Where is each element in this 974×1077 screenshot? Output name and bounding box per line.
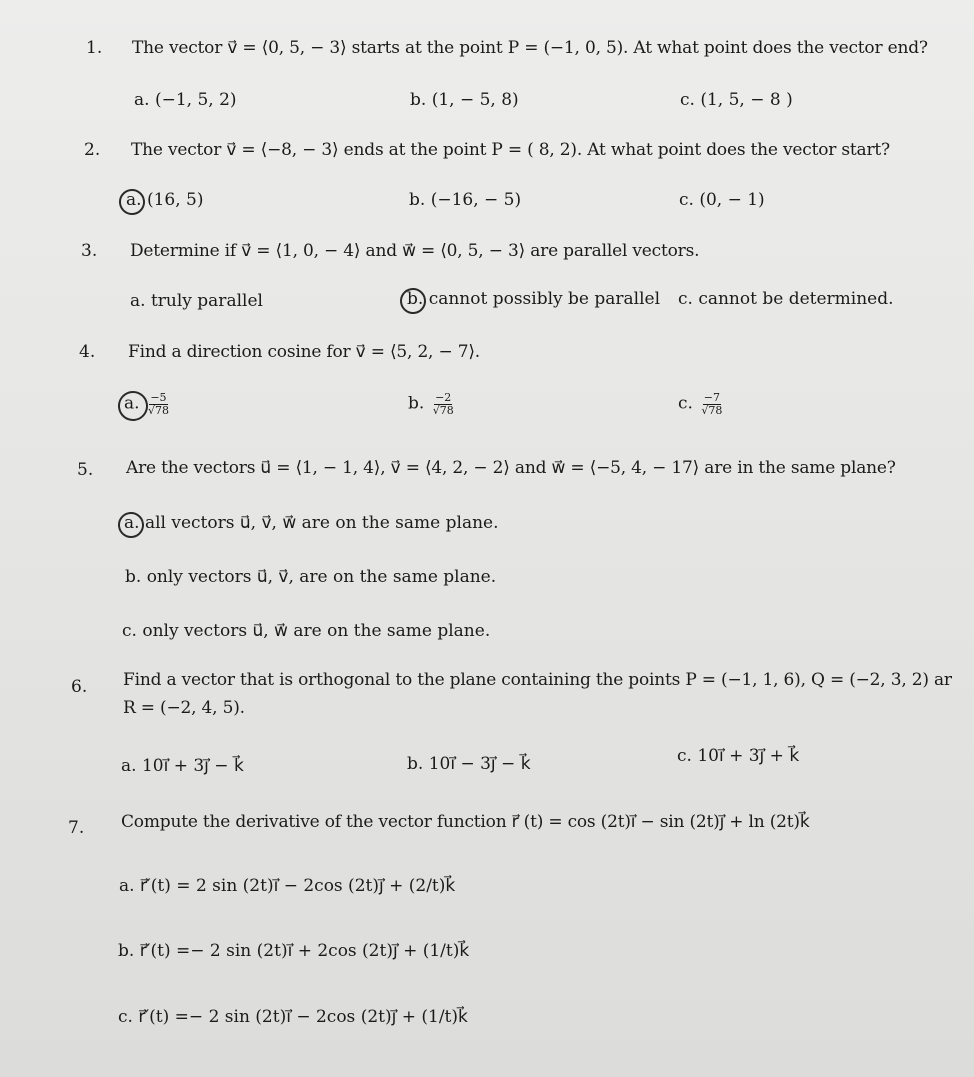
- option-c[interactable]: c. only vectors u⃗, w⃗ are on the same plane.: [122, 621, 491, 641]
- option-a[interactable]: [124, 392, 170, 416]
- option-a[interactable]: a. truly parallel: [130, 291, 263, 311]
- denominator: √78: [147, 403, 169, 417]
- question-text: The vector v⃗ = ⟨−8, − 3⟩ ends at the point P = ( 8, 2). At what point does the vector start?: [131, 140, 890, 160]
- fraction: [432, 392, 455, 416]
- question-text: Find a direction cosine for v⃗ = ⟨5, 2, − 7⟩.: [128, 342, 480, 362]
- question-text: The vector v⃗ = ⟨0, 5, − 3⟩ starts at the point P = (−1, 0, 5). At what point does the vector end?: [132, 38, 928, 58]
- question-number: 6.: [71, 677, 88, 697]
- fraction: [700, 392, 723, 416]
- question-text: Are the vectors u⃗ = ⟨1, − 1, 4⟩, v⃗ = ⟨4, 2, − 2⟩ and w⃗ = ⟨−5, 4, − 17⟩ are in the same plane?: [126, 458, 896, 478]
- option-a[interactable]: a. (−1, 5, 2): [134, 90, 237, 110]
- denominator: √78: [432, 403, 454, 417]
- option-a[interactable]: a. 10i⃗ + 3j⃗ − k⃗: [121, 756, 244, 776]
- option-c[interactable]: c. (0, − 1): [679, 190, 765, 210]
- numerator: −5: [150, 391, 167, 404]
- option-label: c.: [678, 393, 693, 414]
- option-b[interactable]: b. (−16, − 5): [409, 190, 522, 210]
- option-b[interactable]: b. (1, − 5, 8): [410, 90, 519, 110]
- option-c[interactable]: [678, 392, 723, 416]
- option-label: a.: [124, 393, 140, 414]
- question-number: 7.: [68, 818, 85, 838]
- denominator: √78: [701, 403, 723, 417]
- question-number: 1.: [86, 38, 103, 58]
- option-b[interactable]: [408, 392, 455, 416]
- question-text: Determine if v⃗ = ⟨1, 0, − 4⟩ and w⃗ = ⟨0, 5, − 3⟩ are parallel vectors.: [130, 241, 700, 261]
- option-c[interactable]: c. 10i⃗ + 3j⃗ + k⃗: [677, 746, 800, 766]
- option-b[interactable]: b. r⃗′(t) =− 2 sin (2t)i⃗ + 2cos (2t)j⃗ + (1/t)k⃗: [118, 941, 470, 961]
- option-b[interactable]: b. only vectors u⃗, v⃗, are on the same plane.: [125, 567, 497, 587]
- question-number: 3.: [81, 241, 98, 261]
- option-c[interactable]: c. r⃗′(t) =− 2 sin (2t)i⃗ − 2cos (2t)j⃗ + (1/t)k⃗: [118, 1007, 468, 1027]
- option-a[interactable]: a. r⃗′(t) = 2 sin (2t)i⃗ − 2cos (2t)j⃗ + (2/t)k⃗: [119, 876, 456, 896]
- question-text-continued: R = (−2, 4, 5).: [123, 698, 245, 718]
- numerator: −7: [703, 391, 720, 404]
- option-label: b.: [408, 393, 425, 414]
- option-b[interactable]: b. cannot possibly be parallel: [407, 289, 661, 309]
- option-b[interactable]: b. 10i⃗ − 3j⃗ − k⃗: [407, 754, 531, 774]
- option-a[interactable]: a. (16, 5): [126, 190, 204, 210]
- question-number: 4.: [79, 342, 96, 362]
- option-c[interactable]: c. (1, 5, − 8 ): [680, 90, 793, 110]
- option-a[interactable]: a. all vectors u⃗, v⃗, w⃗ are on the same plane.: [124, 513, 499, 533]
- question-text: Find a vector that is orthogonal to the plane containing the points P = (−1, 1, 6), Q = (−2, 3, 2) ar: [123, 670, 952, 690]
- question-text: Compute the derivative of the vector function r⃗ (t) = cos (2t)i⃗ − sin (2t)j⃗ + ln (2t)k⃗: [121, 812, 810, 832]
- question-number: 5.: [77, 460, 94, 480]
- question-number: 2.: [84, 140, 101, 160]
- numerator: −2: [435, 391, 452, 404]
- fraction: [147, 392, 170, 416]
- option-c[interactable]: c. cannot be determined.: [678, 289, 894, 309]
